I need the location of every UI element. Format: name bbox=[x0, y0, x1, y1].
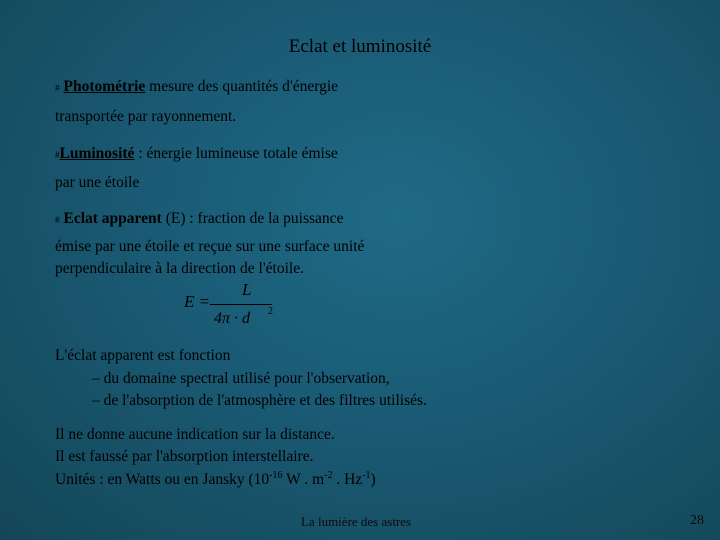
luminosity-term: Luminosité bbox=[59, 145, 135, 162]
distance-note: Il ne donne aucune indication sur la distance. bbox=[55, 426, 335, 443]
formula-numerator: L bbox=[242, 280, 252, 299]
formula-exponent: 2 bbox=[268, 306, 273, 317]
luminosity-line-2: par une étoile bbox=[55, 174, 140, 191]
fraction-bar bbox=[210, 304, 272, 305]
apparent-brightness-line-2: émise par une étoile et reçue sur une surface unité bbox=[55, 238, 365, 255]
bullet-hash: # bbox=[55, 215, 60, 225]
dependence-intro: L'éclat apparent est fonction bbox=[55, 347, 231, 364]
bullet-hash: # bbox=[55, 150, 60, 160]
bullet-hash: # bbox=[55, 83, 60, 93]
footer-title: La lumière des astres bbox=[301, 514, 412, 529]
units-line: Unités : en Watts ou en Jansky ($10^{-16}$ W . $m^{-2}$ . $Hz^{-1}$) bbox=[55, 470, 376, 489]
interstellar-note: Il est faussé par l'absorption interstellaire. bbox=[55, 448, 314, 465]
brightness-formula bbox=[180, 280, 280, 330]
formula-denominator: 4π · d bbox=[214, 310, 251, 327]
luminosity-line bbox=[55, 145, 338, 163]
apparent-brightness-definition: (E) : fraction de la puissance bbox=[161, 210, 344, 227]
slide-title: Eclat et luminosité bbox=[288, 36, 432, 57]
apparent-brightness-term: Eclat apparent bbox=[63, 210, 162, 227]
dependence-item-spectral: – du domaine spectral utilisé pour l'observation, bbox=[92, 370, 390, 387]
photometry-line bbox=[55, 78, 338, 96]
apparent-brightness-line-3: perpendiculaire à la direction de l'étoile. bbox=[55, 260, 304, 277]
photometry-definition: mesure des quantités d'énergie bbox=[145, 78, 339, 95]
photometry-line-2: transportée par rayonnement. bbox=[55, 108, 237, 125]
page-number: 28 bbox=[690, 513, 704, 528]
apparent-brightness-line bbox=[55, 210, 343, 228]
luminosity-definition: : énergie lumineuse totale émise bbox=[134, 145, 338, 162]
formula-lhs: E = bbox=[184, 292, 211, 311]
photometry-term: Photométrie bbox=[63, 78, 146, 95]
dependence-item-absorption: – de l'absorption de l'atmosphère et des filtres utilisés. bbox=[92, 392, 427, 409]
